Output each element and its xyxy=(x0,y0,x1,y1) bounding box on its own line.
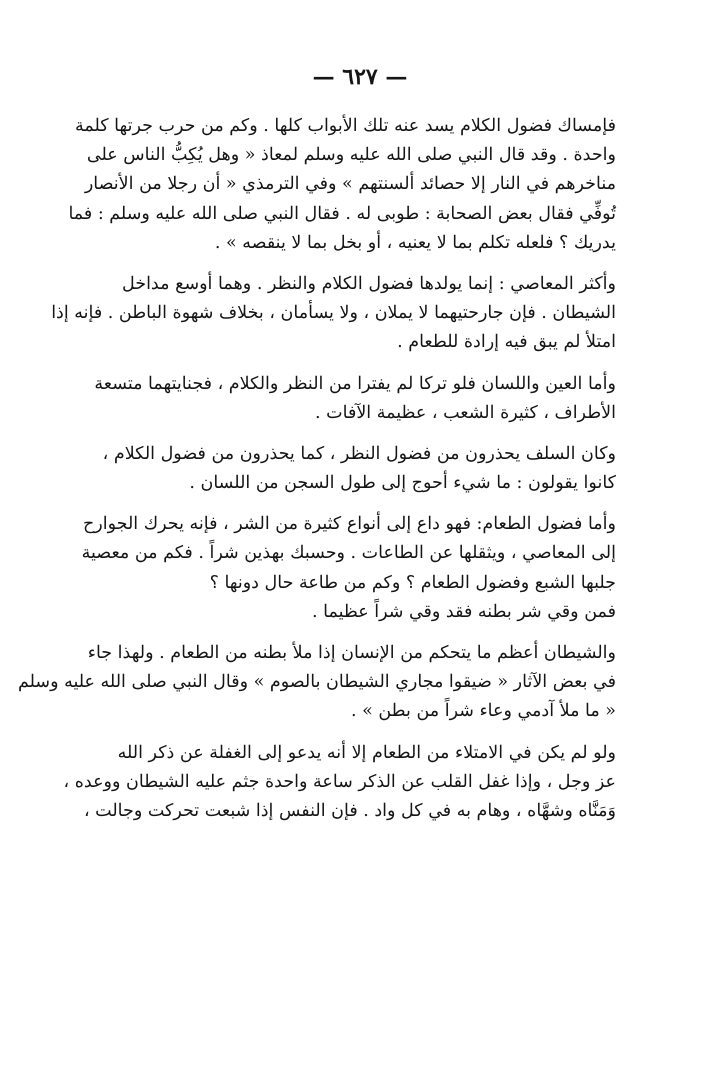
page-number: — ٦٢٧ — xyxy=(312,64,408,90)
paragraph xyxy=(102,440,616,498)
text-line: وأكثر المعاصي : إنما يولدها فضول الكلام والنظر . وهما أوسع مداخل xyxy=(122,273,616,294)
text-line: فإمساك فضول الكلام يسد عنه تلك الأبواب كلها . وكم من حرب جرتها كلمة xyxy=(75,116,616,136)
text-line: وأما العين واللسان فلو تركا لم يفترا من النظر والكلام ، فجنايتهما متسعة xyxy=(94,373,616,394)
text-line: واحدة . وقد قال النبي صلى الله عليه وسلم لمعاذ « وهل يُكِبُّ الناس على xyxy=(86,145,616,166)
paragraph xyxy=(68,112,616,258)
paragraph xyxy=(81,510,616,627)
text-line: يدريك ؟ فلعله تكلم بما لا يعنيه ، أو بخل بما لا ينقصه » . xyxy=(214,232,616,253)
body-text xyxy=(17,112,616,838)
text-line: الشيطان . فإن جارحتيهما لا يملان ، ولا يسأمان ، بخلاف شهوة الباطن . فإنه إذا xyxy=(51,303,616,324)
text-line: الأطراف ، كثيرة الشعب ، عظيمة الآفات . xyxy=(315,402,616,423)
paragraph xyxy=(17,639,616,727)
text-line: وكان السلف يحذرون من فضول النظر ، كما يحذرون من فضول الكلام ، xyxy=(102,443,616,464)
text-line: كانوا يقولون : ما شيء أحوج إلى طول السجن من اللسان . xyxy=(189,473,616,494)
text-line: في بعض الآثار « ضيقوا مجاري الشيطان بالصوم » وقال النبي صلى الله عليه وسلم xyxy=(17,672,616,693)
text-line: جلبها الشبع وفضول الطعام ؟ وكم من طاعة حال دونها ؟ xyxy=(209,572,616,593)
text-line: ولو لم يكن في الامتلاء من الطعام إلا أنه يدعو إلى الغفلة عن ذكر الله xyxy=(117,742,616,763)
text-line: عز وجل ، وإذا غفل القلب عن الذكر ساعة واحدة جثم عليه الشيطان ووعده ، xyxy=(63,771,616,792)
text-line: وأما فضول الطعام: فهو داع إلى أنواع كثيرة من الشر ، فإنه يحرك الجوارح xyxy=(83,514,616,535)
paragraph xyxy=(51,270,616,358)
paragraph xyxy=(94,370,616,428)
text-line: امتلأ لم يبق فيه إرادة للطعام . xyxy=(397,332,616,353)
text-line: فمن وقي شر بطنه فقد وقي شراً عظيما . xyxy=(312,601,616,622)
text-line: « ما ملأ آدمي وعاء شراً من بطن » . xyxy=(350,701,616,722)
text-line: تُوفِّي فقال بعض الصحابة : طوبى له . فقال النبي صلى الله عليه وسلم : فما xyxy=(68,203,616,224)
text-line: والشيطان أعظم ما يتحكم من الإنسان إذا ملأ بطنه من الطعام . ولهذا جاء xyxy=(87,643,616,663)
text-line: مناخرهم في النار إلا حصائد ألسنتهم » وفي الترمذي « أن رجلا من الأنصار xyxy=(84,174,616,195)
text-line: وَمَنَّاه وشهَّاه ، وهام به في كل واد . فإن النفس إذا شبعت تحركت وجالت ، xyxy=(83,800,616,821)
text-line: إلى المعاصي ، ويثقلها عن الطاعات . وحسبك بهذين شراً . فكم من معصية xyxy=(81,543,616,564)
paragraph xyxy=(63,739,616,827)
